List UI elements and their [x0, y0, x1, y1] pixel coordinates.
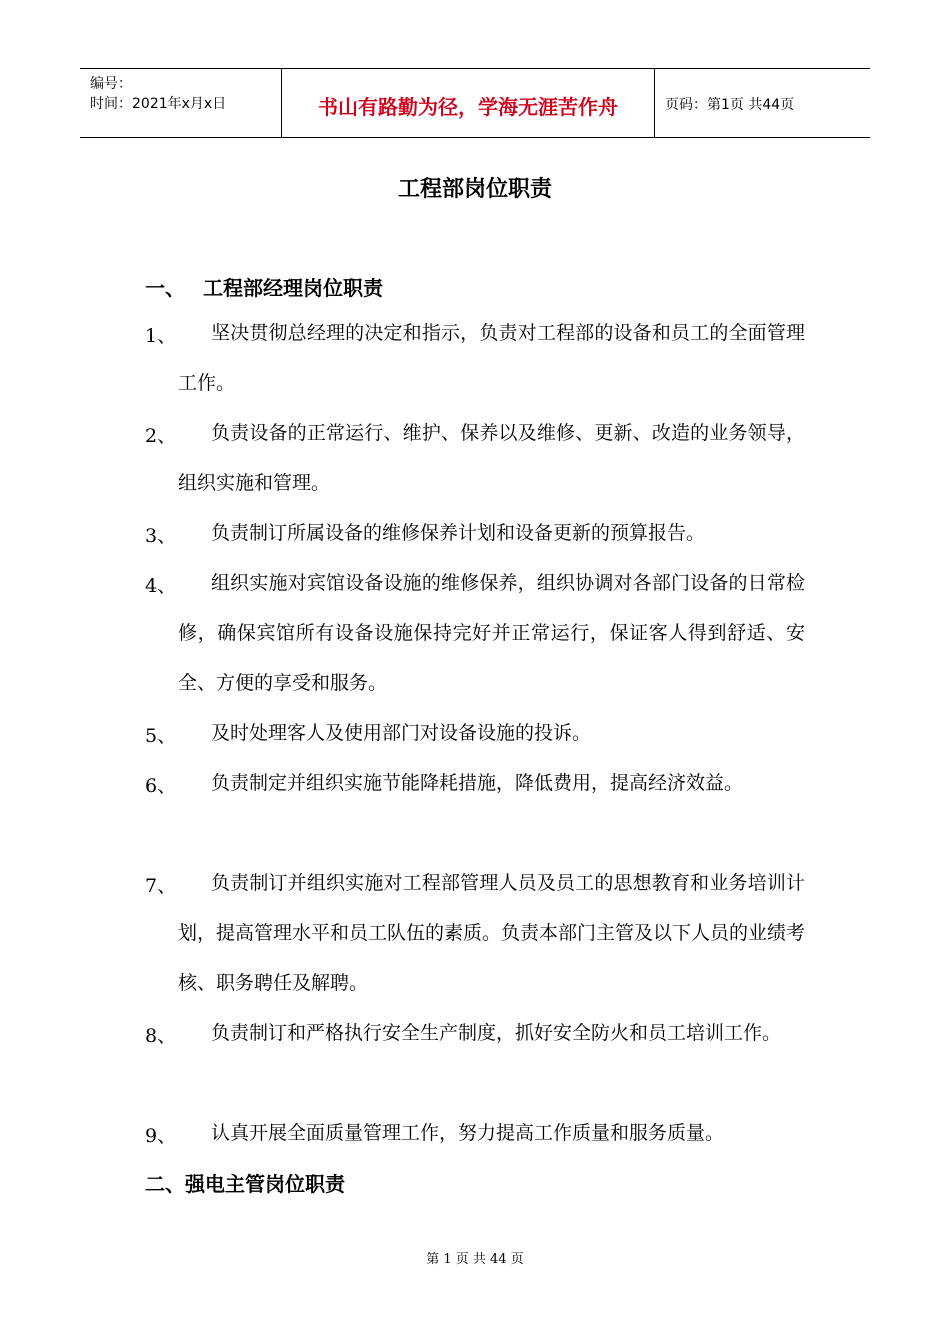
list-item: [145, 508, 805, 558]
list-item-number: 8、: [145, 1025, 177, 1047]
list-item-text: 负责制订和严格执行安全生产制度，抓好安全防火和员工培训工作。: [211, 1022, 782, 1044]
header-table: [80, 68, 870, 138]
document-title: 工程部岗位职责: [397, 177, 552, 202]
list-item-number: 6、: [145, 775, 177, 797]
list-item-text: 负责制定并组织实施节能降耗措施，降低费用，提高经济效益。: [211, 772, 744, 794]
list-item: [145, 1008, 805, 1058]
header-motto-cell: [282, 69, 655, 137]
list-item-text: 负责制订所属设备的维修保养计划和设备更新的预算报告。: [211, 522, 706, 544]
list-item-text: 负责设备的正常运行、维护、保养以及维修、更新、改造的业务领导，组织实施和管理。: [178, 422, 805, 494]
page-footer: 第 1 页 共 44 页: [426, 1252, 524, 1267]
list-item-text: 认真开展全面质量管理工作，努力提高工作质量和服务质量。: [211, 1122, 725, 1144]
list-item-text: 负责制订并组织实施对工程部管理人员及员工的思想教育和业务培训计划，提高管理水平和员工队伍的素质。负责本部门主管及以下人员的业绩考核、职务聘任及解聘。: [178, 872, 806, 994]
list-item: [145, 558, 805, 708]
list-item-number: 3、: [145, 525, 177, 547]
document-number-label: 编号：: [90, 76, 132, 92]
list-item-number: 5、: [145, 725, 177, 747]
list-item-number: 9、: [145, 1125, 177, 1147]
list-item: [145, 858, 805, 1008]
section-heading-1: [145, 272, 383, 301]
list-item: [145, 758, 805, 808]
list-item: [145, 408, 805, 508]
list-item-number: 4、: [145, 575, 177, 597]
document-date-label: 时间：2021年x月x日: [90, 96, 227, 112]
section-heading-text: 工程部经理岗位职责: [203, 276, 383, 300]
list-item-text: 及时处理客人及使用部门对设备设施的投诉。: [211, 722, 592, 744]
section-heading-number: 一、: [145, 276, 185, 300]
list-item: [145, 1108, 805, 1158]
list-item: [145, 308, 805, 408]
header-motto: 书山有路勤为径，学海无涯苦作舟: [318, 95, 618, 119]
header-page-info: 页码：第1页 共44页: [665, 97, 795, 113]
list-item-number: 1、: [145, 325, 177, 347]
list-item-number: 2、: [145, 425, 177, 447]
section-heading-text: 二、强电主管岗位职责: [145, 1172, 345, 1196]
list-item-number: 7、: [145, 875, 177, 897]
list-item-text: 坚决贯彻总经理的决定和指示，负责对工程部的设备和员工的全面管理工作。: [178, 322, 805, 394]
list-item-text: 组织实施对宾馆设备设施的维修保养，组织协调对各部门设备的日常检修，确保宾馆所有设备设施保持完好并正常运行，保证客人得到舒适、安全、方便的享受和服务。: [178, 572, 805, 694]
list-item: [145, 708, 805, 758]
header-page-cell: [655, 69, 870, 137]
section-heading-2: [145, 1168, 345, 1197]
header-meta-cell: [80, 69, 282, 137]
